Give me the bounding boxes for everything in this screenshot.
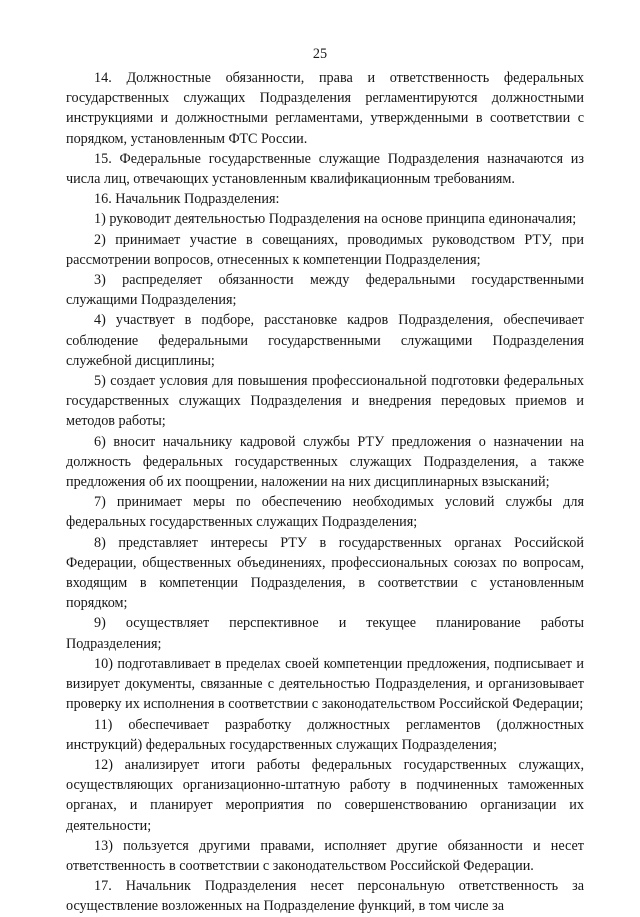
list-item-3: 3) распределяет обязанности между федеральными государственными служащими Подразделения; <box>66 272 584 309</box>
list-item-9: 9) осуществляет перспективное и текущее планирование работы Подразделения; <box>66 615 584 652</box>
paragraph-16-heading: 16. Начальник Подразделения: <box>94 191 280 208</box>
list-item-5: 5) создает условия для повышения профессиональной подготовки федеральных государственных служащих Подразделения и внедрения передовых приемов и методов работы; <box>66 373 584 430</box>
page-number: 25 <box>312 46 328 62</box>
document-body <box>66 68 584 917</box>
list-item-12: 12) анализирует итоги работы федеральных государственных служащих, осуществляющих организационно-штатную работу в подчиненных таможенных органах, и планирует мероприятия по совершенствованию организации их деятельности; <box>66 756 584 834</box>
list-item-13: 13) пользуется другими правами, исполняет другие обязанности и несет ответственность в соответствии с законодательством Российской Федерации. <box>66 837 584 874</box>
list-item-1: 1) руководит деятельностью Подразделения на основе принципа единоначалия; <box>94 211 577 228</box>
paragraph-17: 17. Начальник Подразделения несет персональную ответственность за осуществление возложенных на Подразделение функций, в том числе за <box>66 878 584 915</box>
list-item-11: 11) обеспечивает разработку должностных регламентов (должностных инструкций) федеральных государственных служащих Подразделения; <box>66 716 584 753</box>
list-item-4: 4) участвует в подборе, расстановке кадров Подразделения, обеспечивает соблюдение федеральными государственными служащими Подразделения служебной дисциплины; <box>66 312 584 369</box>
paragraph-15: 15. Федеральные государственные служащие Подразделения назначаются из числа лиц, отвечающих установленным квалификационным требованиям. <box>66 150 584 188</box>
list-item-2: 2) принимает участие в совещаниях, проводимых руководством РТУ, при рассмотрении вопросов, отнесенных к компетенции Подразделения; <box>66 231 584 268</box>
paragraph-14: 14. Должностные обязанности, права и ответственность федеральных государственных служащих Подразделения регламентируются должностными инструкциями и должностными регламентами, утвержденными в соответствии с порядком, установленным ФТС России. <box>66 70 584 147</box>
list-item-6: 6) вносит начальнику кадровой службы РТУ предложения о назначении на должность федеральных государственных служащих Подразделения, а также предложения об их поощрении, наложении на них дисциплинарных взысканий; <box>66 433 584 491</box>
list-item-10: 10) подготавливает в пределах своей компетенции предложения, подписывает и визирует документы, связанные с деятельностью Подразделения, и организовывает проверку их исполнения в соответствии с законодательством Российской Федерации; <box>66 655 584 713</box>
list-item-8: 8) представляет интересы РТУ в государственных органах Российской Федерации, общественных объединениях, профессиональных союзах по вопросам, входящим в компетенции Подразделения, в соответствии с установленным порядком; <box>66 534 584 612</box>
list-item-7: 7) принимает меры по обеспечению необходимых условий службы для федеральных государственных служащих Подразделения; <box>66 494 584 531</box>
